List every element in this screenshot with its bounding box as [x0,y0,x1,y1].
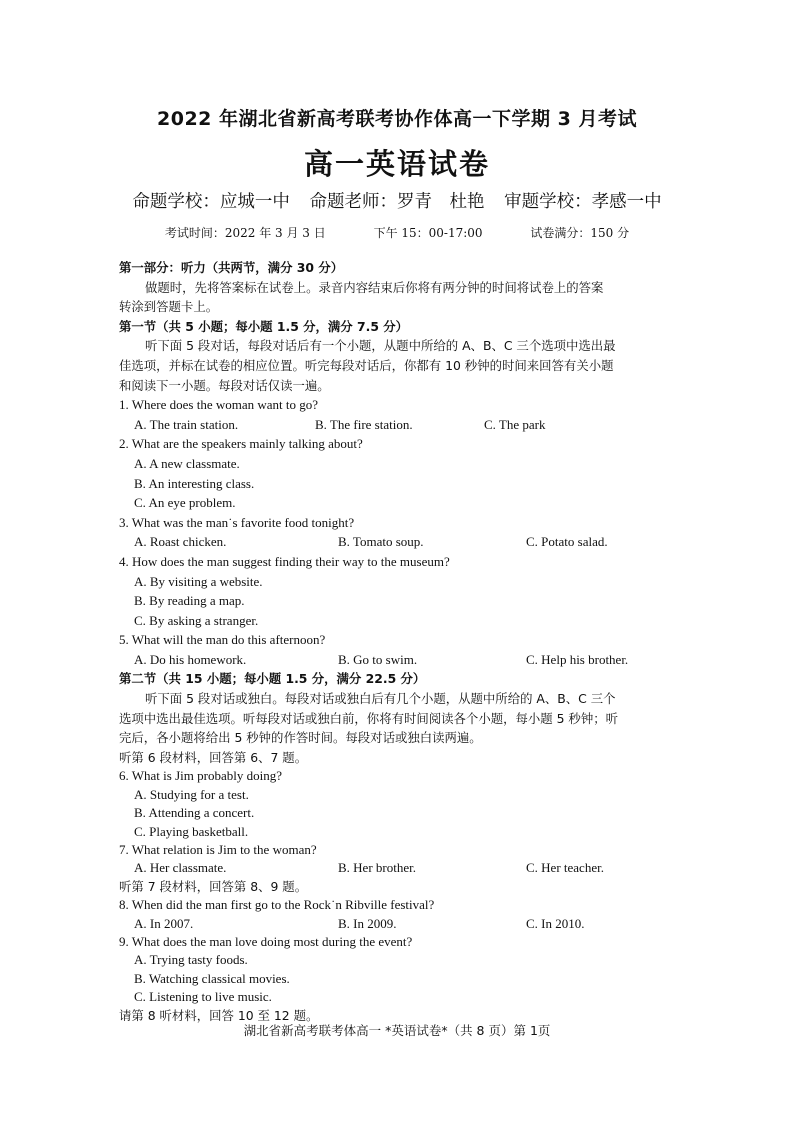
question-stem: 4. How does the man suggest finding their way to the museum? [119,553,450,569]
option-c: C. An eye problem. [134,495,236,511]
option-c: C. By asking a stranger. [134,612,259,628]
option-a: A. A new classmate. [134,455,240,471]
question-stem: 7. What relation is Jim to the woman? [119,842,317,857]
option-c: C. Help his brother. [526,651,629,667]
subject-title: 高一英语试卷 [303,147,490,181]
question-stem: 6. What is Jim probably doing? [119,768,282,784]
question-stem: 9. What does the man love doing most during the event? [119,933,413,949]
full-score: 试卷满分：150 分 [530,226,630,240]
option-c: C. Listening to live music. [134,989,272,1005]
option-a: A. Her classmate. [134,860,227,876]
section2-intro-line: 听下面 5 段对话或独白。每段对话或独白后有几个小题，从题中所给的 A、B、C 三个 [145,691,616,707]
option-c: C. In 2010. [526,915,585,931]
option-b: B. Tomato soup. [338,534,424,550]
exam-info-line [0,224,794,241]
option-c: C. Playing basketball. [134,823,249,839]
section1-intro-line: 和阅读下一小题。每段对话仅读一遍。 [119,377,330,393]
question-stem: 5. What will the man do this afternoon? [119,632,326,648]
options-row [119,415,679,435]
material-instruction: 听第 7 段材料，回答第 8、9 题。 [119,878,308,894]
options-row [119,532,679,552]
question-stem: 1. Where does the woman want to go? [119,397,319,413]
part1-intro-line: 做题时，先将答案标在试卷上。录音内容结束后你将有两分钟的时间将试卷上的答案 [145,279,604,295]
option-c: C. The park [484,416,546,432]
exam-body [119,258,679,1025]
option-a: A. Trying tasty foods. [134,952,248,968]
section2-heading: 第二节（共 15 小题；每小题 1.5 分，满分 22.5 分） [119,671,426,687]
exam-hours: 下午 15：00-17:00 [373,226,483,240]
proposing-teachers: 命题老师：罗青 杜艳 [309,192,485,212]
question-stem: 8. When did the man first go to the Rock˙n Ribville festival? [119,897,435,913]
option-a: A. Roast chicken. [134,534,227,550]
option-a: A. Do his homework. [134,651,247,667]
options-row [119,859,679,877]
option-a: A. In 2007. [134,915,194,931]
reviewing-school: 审题学校：孝感一中 [504,192,662,212]
option-b: B. Go to swim. [338,651,418,667]
section1-heading: 第一节（共 5 小题；每小题 1.5 分，满分 7.5 分） [119,318,409,334]
exam-date: 考试时间：2022 年 3 月 3 日 [164,226,326,240]
option-b: B. Attending a concert. [134,805,255,821]
option-b: B. By reading a map. [134,593,245,609]
option-b: B. Her brother. [338,860,416,876]
section2-intro-line: 完后，各小题将给出 5 秒钟的作答时间。每段对话或独白读两遍。 [119,730,482,746]
option-a: A. The train station. [134,416,239,432]
options-row [119,650,679,670]
question-stem: 3. What was the man˙s favorite food tonight? [119,514,355,530]
proposing-school: 命题学校：应城一中 [132,192,290,212]
exam-title: 2022 年湖北省新高考联考协作体高一下学期 3 月考试 [157,108,637,130]
option-c: C. Potato salad. [526,534,608,550]
part1-intro-line: 转涂到答题卡上。 [119,299,219,315]
section1-intro-line: 听下面 5 段对话，每段对话后有一个小题，从题中所给的 A、B、C 三个选项中选出最 [145,338,616,354]
option-b: B. In 2009. [338,915,397,931]
option-a: A. By visiting a website. [134,573,263,589]
part1-heading: 第一部分：听力（共两节，满分 30 分） [119,260,344,275]
section1-intro-line: 佳选项，并标在试卷的相应位置。听完每段对话后，你都有 10 秒钟的时间来回答有关小题 [119,357,614,373]
option-b: B. Watching classical movies. [134,970,290,986]
option-a: A. Studying for a test. [134,786,249,802]
material-instruction: 听第 6 段材料，回答第 6、7 题。 [119,749,308,765]
option-c: C. Her teacher. [526,860,604,876]
options-row [119,915,679,933]
question-stem: 2. What are the speakers mainly talking about? [119,436,363,452]
page-footer: 湖北省新高考联考体高一 *英语试卷*（共 8 页）第 1页 [243,1023,551,1038]
section2-intro-line: 选项中选出最佳选项。听每段对话或独白前，你将有时间阅读各个小题，每小题 5 秒钟；听 [119,710,618,726]
option-b: B. An interesting class. [134,475,255,491]
authors-line [0,188,794,213]
material-instruction: 请第 8 听材料，回答 10 至 12 题。 [119,1007,319,1023]
option-b: B. The fire station. [315,416,413,432]
